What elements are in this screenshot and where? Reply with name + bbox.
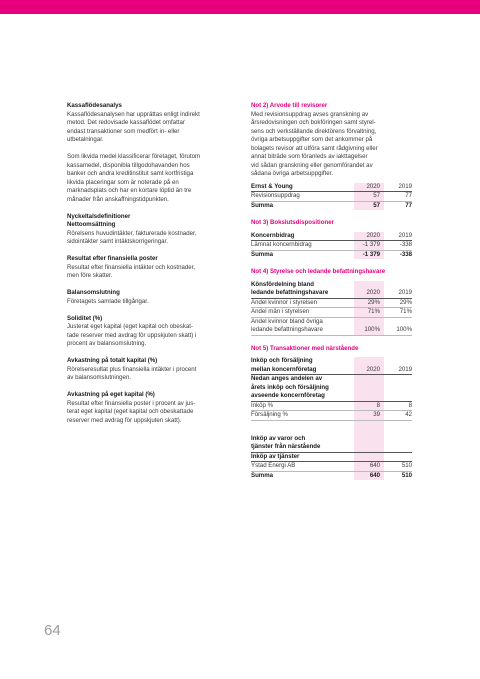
highlight-cell xyxy=(354,443,384,452)
row-label: Revisionsuppdrag xyxy=(251,192,354,202)
text-line: sens och verkställande direktörens förvaltning, xyxy=(251,127,377,135)
highlight-cell xyxy=(354,435,384,444)
table-header-row xyxy=(251,366,412,375)
table-row xyxy=(251,308,412,318)
text-line: tade reserver med avdrag för uppskjuten skatt) i xyxy=(67,331,197,339)
table-header-row xyxy=(251,289,412,298)
right-column xyxy=(251,102,414,489)
not5-title: Not 5) Transaktioner med närstående xyxy=(251,344,359,352)
left-column xyxy=(67,102,232,434)
row-value-2020: 8 xyxy=(354,401,384,411)
row-label: Försäljning % xyxy=(251,411,354,421)
text-line: reserver med avdrag för uppskjuten skatt). xyxy=(67,416,182,424)
spacer-cell xyxy=(251,420,354,435)
text-line: Rörelsens huvudintäkter, fakturerade kostnader, xyxy=(67,229,197,237)
table-total-row xyxy=(251,471,412,480)
blank-cell xyxy=(384,384,412,393)
text-line: annat biträde som föranleds av iakttagelser xyxy=(251,153,368,160)
nettoomsattning-title: Nettoomsättning xyxy=(67,221,116,228)
text-line: vid sådan granskning eller genomförandet av xyxy=(251,161,373,169)
text-line: månader från anskaffningstidpunkten. xyxy=(67,195,169,203)
section-soliditet xyxy=(67,315,232,349)
row-value-2020: 57 xyxy=(354,192,384,202)
nyckeltal-title: Nyckeltalsdefinitioner xyxy=(67,212,131,220)
not3-table-wrap xyxy=(251,232,414,260)
section-resultat xyxy=(67,255,232,281)
not4-table-wrap xyxy=(251,281,414,336)
table-header-label: Inköp och försäljning xyxy=(251,357,313,364)
row-label: Lämnat koncernbidrag xyxy=(251,241,354,251)
section-likvida xyxy=(67,153,232,204)
table-row xyxy=(251,326,412,335)
highlight-cell xyxy=(354,392,384,401)
not4-table xyxy=(251,281,412,336)
not3-title: Not 3) Bokslutsdispositioner xyxy=(251,219,334,226)
blank-cell xyxy=(384,317,412,326)
row-value-2019: 71% xyxy=(384,308,412,318)
total-value-2019: 510 xyxy=(384,471,412,480)
text-line: övriga arbetsuppgifter som det ankommer på xyxy=(251,136,373,143)
highlight-cell xyxy=(354,384,384,393)
table-header-label: Ernst & Young xyxy=(251,183,354,192)
table-header-row xyxy=(251,281,412,290)
row-value-2019: 77 xyxy=(384,192,412,202)
table-row xyxy=(251,298,412,308)
blank-cell xyxy=(384,357,412,366)
text-line: Justerat eget kapital (eget kapital och obeskat- xyxy=(67,323,194,330)
total-value-2020: 640 xyxy=(354,471,384,480)
text-line: kassamedel, disponibla tillgodohavanden hos xyxy=(67,161,190,169)
section-nyckeltal xyxy=(67,213,232,247)
text-line: Kassaflödesanalysen har upprättas enligt indirekt xyxy=(67,110,200,118)
text-line: Resultat efter finansiella intäkter och kostnader, xyxy=(67,263,196,271)
table-header-label: Inköp av varor och xyxy=(251,434,306,442)
row-value-2020: 100% xyxy=(354,326,384,335)
total-value-2019: -338 xyxy=(384,250,412,259)
text-line: utbetalningar. xyxy=(67,136,104,143)
table-header-2019: 2019 xyxy=(384,366,412,375)
not2-table xyxy=(251,183,412,211)
note-line: årets inköp och försäljning xyxy=(251,383,329,391)
row-value-2019: 8 xyxy=(384,401,412,411)
table-header-2020: 2020 xyxy=(354,183,384,192)
balans-title: Balansomslutning xyxy=(67,289,120,296)
table-row xyxy=(251,384,412,393)
highlight-cell xyxy=(354,375,384,384)
row-value-2020: 39 xyxy=(354,411,384,421)
text-line: men före skatter. xyxy=(67,272,113,279)
text-line: sådana övriga arbetsuppgifter. xyxy=(251,170,333,177)
row-label: Ystad Energi AB xyxy=(251,462,354,472)
text-line: av balansomslutningen. xyxy=(67,374,132,381)
text-line: metod. Det redovisade kassaflödet omfattar xyxy=(67,119,185,126)
table-subheader-label: Inköp av tjänster xyxy=(251,452,354,462)
table-row xyxy=(251,241,412,251)
table-header-row xyxy=(251,435,412,444)
highlight-cell xyxy=(354,420,384,435)
text-line: banker och andra kreditinstitut samt kortfristiga xyxy=(67,170,194,177)
table-header-2020: 2020 xyxy=(354,366,384,375)
table-row xyxy=(251,317,412,326)
blank-cell xyxy=(384,375,412,384)
not5-table-wrap xyxy=(251,357,414,480)
total-label: Summa xyxy=(251,250,354,259)
row-value-2019: -338 xyxy=(384,241,412,251)
table-header-2019: 2019 xyxy=(384,232,412,241)
row-value-2019: 29% xyxy=(384,298,412,308)
top-accent-bar xyxy=(0,0,480,14)
section-avk-eget xyxy=(67,391,232,425)
note-line: Nedan anges andelen av xyxy=(251,375,323,382)
total-label: Summa xyxy=(251,471,354,480)
highlight-cell xyxy=(354,281,384,290)
row-label: Andel män i styrelsen xyxy=(251,308,354,318)
kassaflode-title: Kassaflödesanalys xyxy=(67,102,122,109)
table-header-label: ledande befattningshavare xyxy=(251,289,354,298)
row-value-2019: 42 xyxy=(384,411,412,421)
row-value-2020: 71% xyxy=(354,308,384,318)
table-header-2020: 2020 xyxy=(354,232,384,241)
table-header-row xyxy=(251,357,412,366)
avk-eget-title: Avkastning på eget kapital (%) xyxy=(67,391,155,398)
table-header-2019: 2019 xyxy=(384,183,412,192)
text-line: likvida placeringar som är noterade på en xyxy=(67,178,179,186)
table-row xyxy=(251,192,412,202)
row-label: Andel kvinnor bland övriga xyxy=(251,317,323,325)
blank-cell xyxy=(384,435,412,444)
table-header-row xyxy=(251,443,412,452)
blank-cell xyxy=(384,452,412,462)
resultat-title: Resultat efter finansiella poster xyxy=(67,255,158,262)
page-number: 64 xyxy=(44,622,61,639)
table-row xyxy=(251,401,412,411)
soliditet-title: Soliditet (%) xyxy=(67,314,103,322)
note-line: avseende koncernföretag xyxy=(251,392,354,401)
not2-title: Not 2) Arvode till revisorer xyxy=(251,102,328,109)
text-line: Med revisionsuppdrag avses granskning av xyxy=(251,110,369,118)
total-value-2020: 57 xyxy=(354,201,384,210)
row-value-2020: 29% xyxy=(354,298,384,308)
blank-cell xyxy=(384,443,412,452)
section-kassaflode xyxy=(67,102,232,145)
table-header-2020: 2020 xyxy=(354,289,384,298)
text-line: sidointäkter samt intäktskorrigeringar. xyxy=(67,238,168,245)
section-balans xyxy=(67,289,232,306)
text-line: procent av balansomslutning. xyxy=(67,340,147,347)
table-header-label: Könsfördelning bland xyxy=(251,280,314,288)
row-label: ledande befattningshavare xyxy=(251,326,354,335)
text-line: bolagets revisor att utföra samt rådgivning eller xyxy=(251,144,378,152)
not2-table-wrap xyxy=(251,183,414,211)
total-value-2020: -1 379 xyxy=(354,250,384,259)
row-value-2019: 510 xyxy=(384,462,412,472)
text-line: Rörelseresultat plus finansiella intäkter i procent xyxy=(67,365,197,373)
row-value-2020: 640 xyxy=(354,462,384,472)
spacer-row xyxy=(251,420,412,435)
not3-table xyxy=(251,232,412,260)
text-line: endast transaktioner som medfört in- eller xyxy=(67,127,180,135)
not4-title: Not 4) Styrelse och ledande befattningshavare xyxy=(251,268,386,275)
table-total-row xyxy=(251,201,412,210)
text-line: Företagets samlade tillgångar. xyxy=(67,297,149,305)
text-line: årsredovisningen och bokföringen samt styrel- xyxy=(251,119,376,126)
table-row xyxy=(251,392,412,401)
table-total-row xyxy=(251,250,412,259)
table-header-label: mellan koncernföretag xyxy=(251,366,354,375)
highlight-cell xyxy=(354,317,384,326)
table-header-label: tjänster från närstående xyxy=(251,443,354,452)
table-header-row xyxy=(251,232,412,241)
total-label: Summa xyxy=(251,201,354,210)
table-subheader-row xyxy=(251,452,412,462)
table-header-label: Koncernbidrag xyxy=(251,232,354,241)
row-value-2019: 100% xyxy=(384,326,412,335)
section-avk-total xyxy=(67,357,232,383)
highlight-cell xyxy=(354,452,384,462)
blank-cell xyxy=(384,281,412,290)
blank-cell xyxy=(384,392,412,401)
table-row xyxy=(251,462,412,472)
avk-total-title: Avkastning på totalt kapital (%) xyxy=(67,357,158,364)
row-label: Inköp % xyxy=(251,401,354,411)
table-row xyxy=(251,375,412,384)
text-line: Resultat efter finansiella poster i procent av jus- xyxy=(67,399,196,407)
table-header-row xyxy=(251,183,412,192)
text-line: terat eget kapital (eget kapital och obeskattade xyxy=(67,408,194,415)
text-line: Som likvida medel klassificerar företaget, förutom xyxy=(67,153,201,160)
row-label: Andel kvinnor i styrelsen xyxy=(251,298,354,308)
not5-table xyxy=(251,357,412,480)
text-line: marknadsplats och har en kortare löptid än tre xyxy=(67,187,192,194)
table-row xyxy=(251,411,412,421)
table-header-2019: 2019 xyxy=(384,289,412,298)
blank-cell xyxy=(384,420,412,435)
row-value-2020: -1 379 xyxy=(354,241,384,251)
highlight-cell xyxy=(354,357,384,366)
total-value-2019: 77 xyxy=(384,201,412,210)
